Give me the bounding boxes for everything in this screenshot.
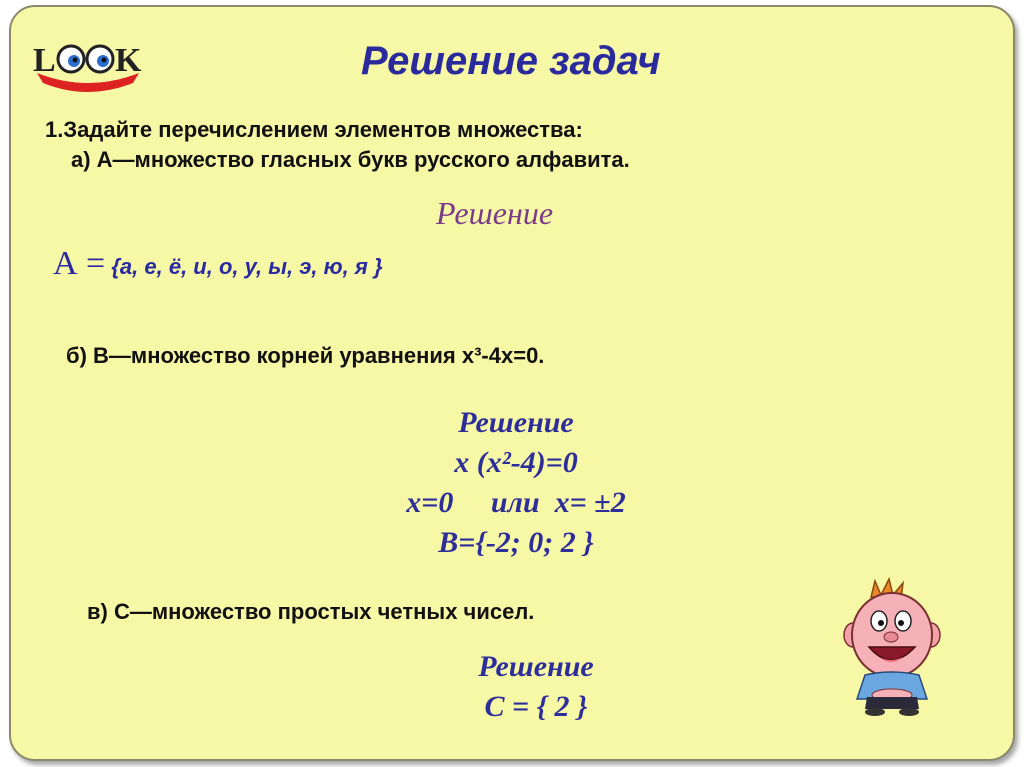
look-logo — [29, 35, 147, 102]
solution-c-label: Решение — [478, 650, 594, 683]
logo-letter-l: L — [33, 42, 56, 79]
task-part-b: б) В—множество корней уравнения x³-4x=0. — [66, 343, 545, 368]
solution-c — [371, 647, 701, 727]
cartoon-boy-image — [831, 577, 951, 722]
solution-b-line1: х (х²-4)=0 — [454, 446, 578, 479]
solution-b-line2: х=0 или х= ±2 — [406, 486, 626, 519]
logo-letter-k: K — [115, 42, 142, 79]
solution-b-label: Решение — [458, 406, 574, 439]
solution-a-label: Решение — [436, 195, 554, 231]
task-heading: 1.Задайте перечислением элементов множества: — [45, 117, 583, 142]
slide — [9, 5, 1015, 761]
page-title: Решение задач — [361, 39, 661, 83]
task-part-c: в) С—множество простых четных чисел. — [87, 599, 535, 624]
solution-c-line1: С = { 2 } — [484, 690, 588, 723]
task-part-a: а) А—множество гласных букв русского алфавита. — [71, 147, 630, 172]
solution-b — [351, 403, 681, 563]
solution-a-set — [53, 245, 383, 283]
solution-b-line3: В={-2; 0; 2 } — [438, 526, 594, 559]
solution-a-set-body: {а, е, ё, и, о, у, ы, э, ю, я } — [111, 254, 383, 279]
solution-a-set-name: А = — [53, 245, 106, 282]
